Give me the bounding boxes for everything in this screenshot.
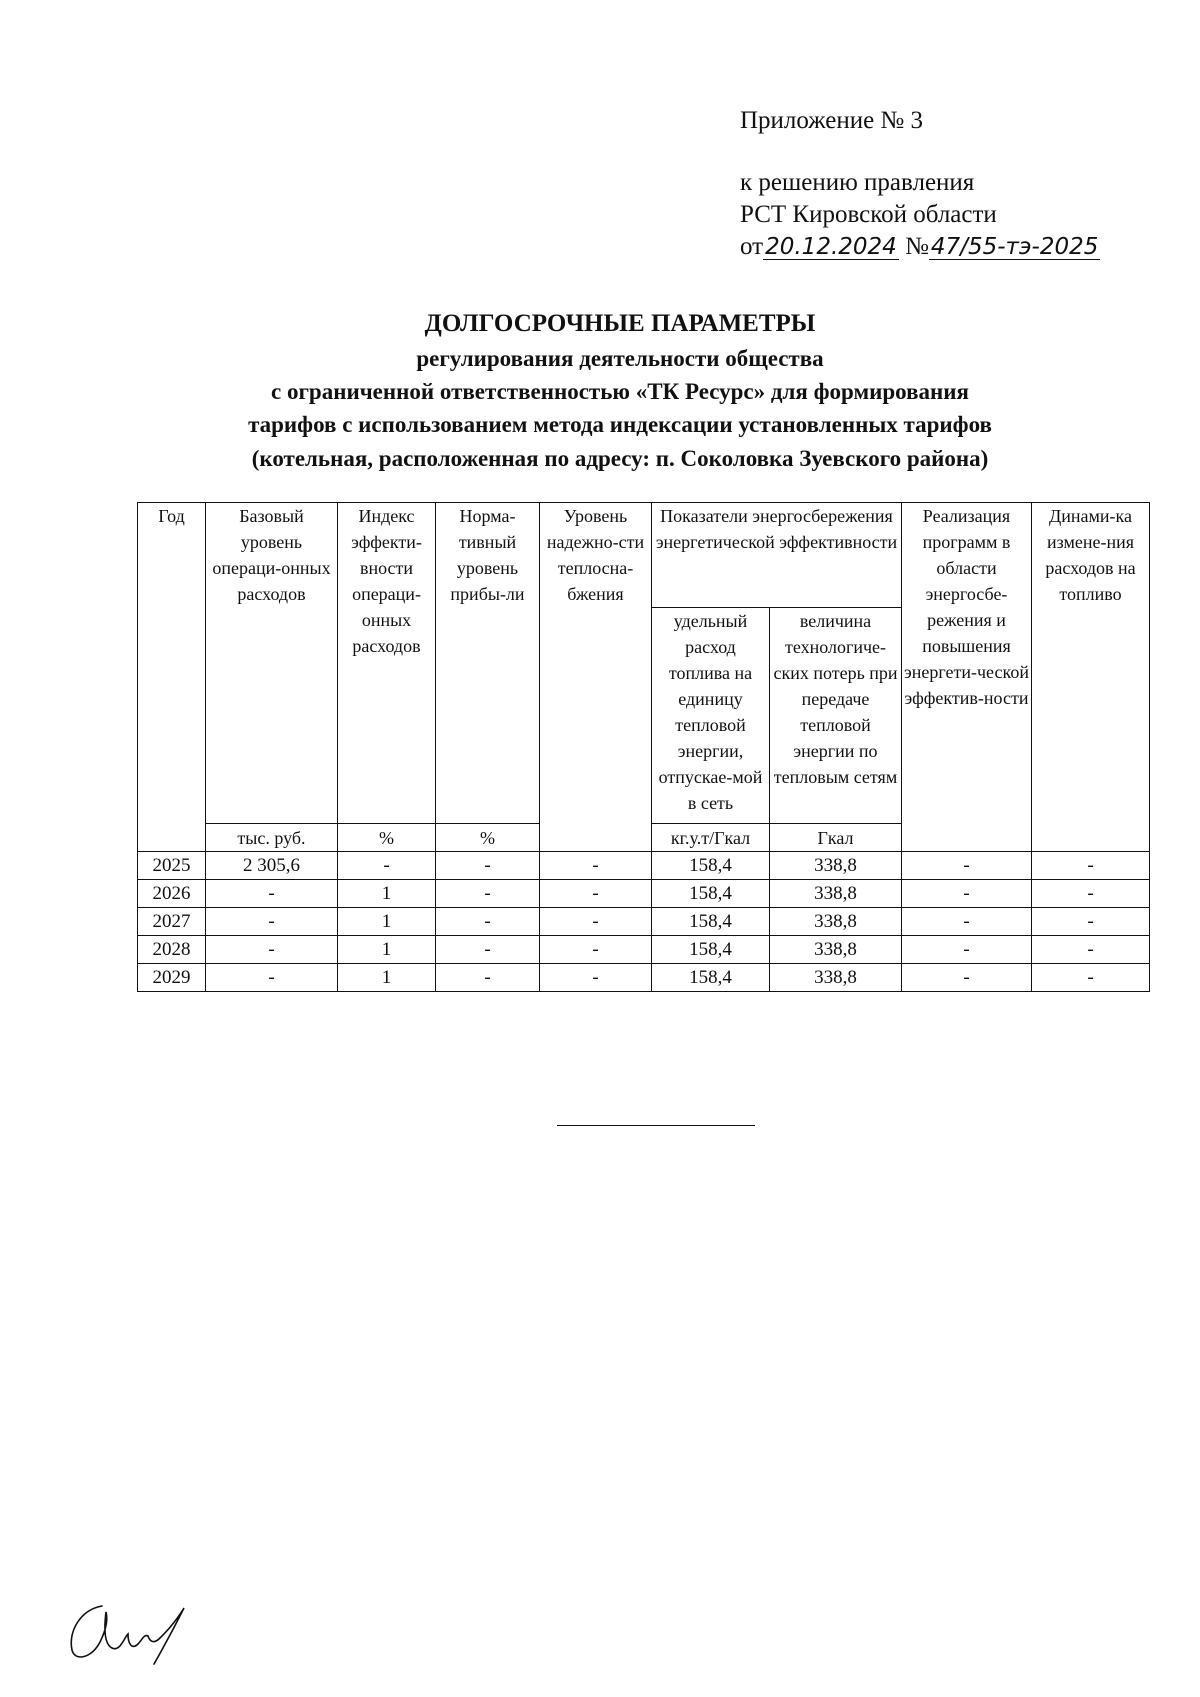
cell-base-opex: - bbox=[206, 964, 338, 992]
cell-year: 2026 bbox=[138, 880, 206, 908]
header-year: Год bbox=[138, 503, 206, 852]
cell-fuel-rate: 158,4 bbox=[652, 936, 770, 964]
cell-fuel-dynamics: - bbox=[1032, 880, 1150, 908]
cell-base-opex: - bbox=[206, 908, 338, 936]
cell-profit-level: - bbox=[436, 852, 540, 880]
unit-base-opex: тыс. руб. bbox=[206, 824, 338, 852]
cell-efficiency-index: 1 bbox=[338, 964, 436, 992]
header-energy-indicators: Показатели энергосбережения энергетической эффективности bbox=[652, 503, 902, 608]
cell-programs: - bbox=[902, 852, 1032, 880]
cell-programs: - bbox=[902, 880, 1032, 908]
handwritten-signature bbox=[62, 1598, 222, 1668]
header-row-1 bbox=[138, 503, 1150, 608]
header-efficiency-index: Индекс эффекти-вности операци-онных расходов bbox=[338, 503, 436, 824]
cell-fuel-rate: 158,4 bbox=[652, 908, 770, 936]
cell-heat-losses: 338,8 bbox=[770, 908, 902, 936]
cell-reliability: - bbox=[540, 964, 652, 992]
header-reliability: Уровень надежно-сти теплосна-бжения bbox=[540, 503, 652, 852]
closing-separator-line bbox=[557, 1125, 755, 1126]
handwritten-date: 20.12.2024 bbox=[765, 234, 897, 260]
header-fuel-dynamics: Динами-ка измене-ния расходов на топливо bbox=[1032, 503, 1150, 852]
cell-heat-losses: 338,8 bbox=[770, 936, 902, 964]
document-title: ДОЛГОСРОЧНЫЕ ПАРАМЕТРЫ bbox=[424, 310, 816, 337]
cell-base-opex: - bbox=[206, 936, 338, 964]
number-prefix: № bbox=[905, 233, 929, 260]
cell-fuel-rate: 158,4 bbox=[652, 964, 770, 992]
unit-heat-losses: Гкал bbox=[770, 824, 902, 852]
cell-fuel-dynamics: - bbox=[1032, 936, 1150, 964]
table-row bbox=[138, 936, 1150, 964]
unit-efficiency-index: % bbox=[338, 824, 436, 852]
cell-programs: - bbox=[902, 964, 1032, 992]
cell-profit-level: - bbox=[436, 964, 540, 992]
cell-year: 2027 bbox=[138, 908, 206, 936]
cell-profit-level: - bbox=[436, 908, 540, 936]
header-base-opex: Базовый уровень операци-онных расходов bbox=[206, 503, 338, 824]
cell-programs: - bbox=[902, 936, 1032, 964]
unit-profit-level: % bbox=[436, 824, 540, 852]
unit-fuel-rate: кг.у.т/Гкал bbox=[652, 824, 770, 852]
table-row bbox=[138, 908, 1150, 936]
appendix-date-number-line bbox=[740, 232, 1100, 262]
cell-reliability: - bbox=[540, 880, 652, 908]
cell-fuel-rate: 158,4 bbox=[652, 852, 770, 880]
cell-base-opex: 2 305,6 bbox=[206, 852, 338, 880]
header-profit-level: Норма-тивный уровень прибы-ли bbox=[436, 503, 540, 824]
appendix-decision-line: к решению правления bbox=[740, 169, 975, 196]
appendix-authority-line: РСТ Кировской области bbox=[740, 201, 997, 228]
cell-fuel-dynamics: - bbox=[1032, 852, 1150, 880]
cell-fuel-rate: 158,4 bbox=[652, 880, 770, 908]
cell-heat-losses: 338,8 bbox=[770, 880, 902, 908]
header-heat-losses: величина технологиче-ских потерь при передаче тепловой энергии по тепловым сетям bbox=[770, 608, 902, 824]
document-subtitle-line-1: регулирования деятельности общества bbox=[416, 346, 824, 371]
cell-heat-losses: 338,8 bbox=[770, 964, 902, 992]
cell-profit-level: - bbox=[436, 936, 540, 964]
cell-reliability: - bbox=[540, 936, 652, 964]
table-row bbox=[138, 964, 1150, 992]
document-subtitle-line-2: с ограниченной ответственностью «ТК Ресурс» для формирования bbox=[271, 379, 969, 404]
cell-fuel-dynamics: - bbox=[1032, 964, 1150, 992]
cell-efficiency-index: 1 bbox=[338, 936, 436, 964]
cell-efficiency-index: - bbox=[338, 852, 436, 880]
cell-efficiency-index: 1 bbox=[338, 880, 436, 908]
cell-efficiency-index: 1 bbox=[338, 908, 436, 936]
cell-reliability: - bbox=[540, 852, 652, 880]
cell-programs: - bbox=[902, 908, 1032, 936]
header-programs: Реализация программ в области энергосбе-режения и повышения энергети-ческой эффектив-ности bbox=[902, 503, 1032, 852]
cell-year: 2025 bbox=[138, 852, 206, 880]
long-term-parameters-table bbox=[137, 502, 1150, 992]
cell-reliability: - bbox=[540, 908, 652, 936]
document-subtitle-line-4: (котельная, расположенная по адресу: п. Соколовка Зуевского района) bbox=[251, 446, 989, 471]
cell-year: 2028 bbox=[138, 936, 206, 964]
date-prefix: от bbox=[740, 233, 764, 260]
cell-fuel-dynamics: - bbox=[1032, 908, 1150, 936]
cell-heat-losses: 338,8 bbox=[770, 852, 902, 880]
cell-year: 2029 bbox=[138, 964, 206, 992]
document-subtitle-line-3: тарифов с использованием метода индексации установленных тарифов bbox=[248, 412, 992, 437]
table-row bbox=[138, 880, 1150, 908]
cell-profit-level: - bbox=[436, 880, 540, 908]
header-fuel-rate: удельный расход топлива на единицу тепловой энергии, отпускае-мой в сеть bbox=[652, 608, 770, 824]
handwritten-number: 47/55-тэ-2025 bbox=[930, 234, 1099, 260]
appendix-title: Приложение № 3 bbox=[740, 107, 924, 134]
cell-base-opex: - bbox=[206, 880, 338, 908]
table-row bbox=[138, 852, 1150, 880]
